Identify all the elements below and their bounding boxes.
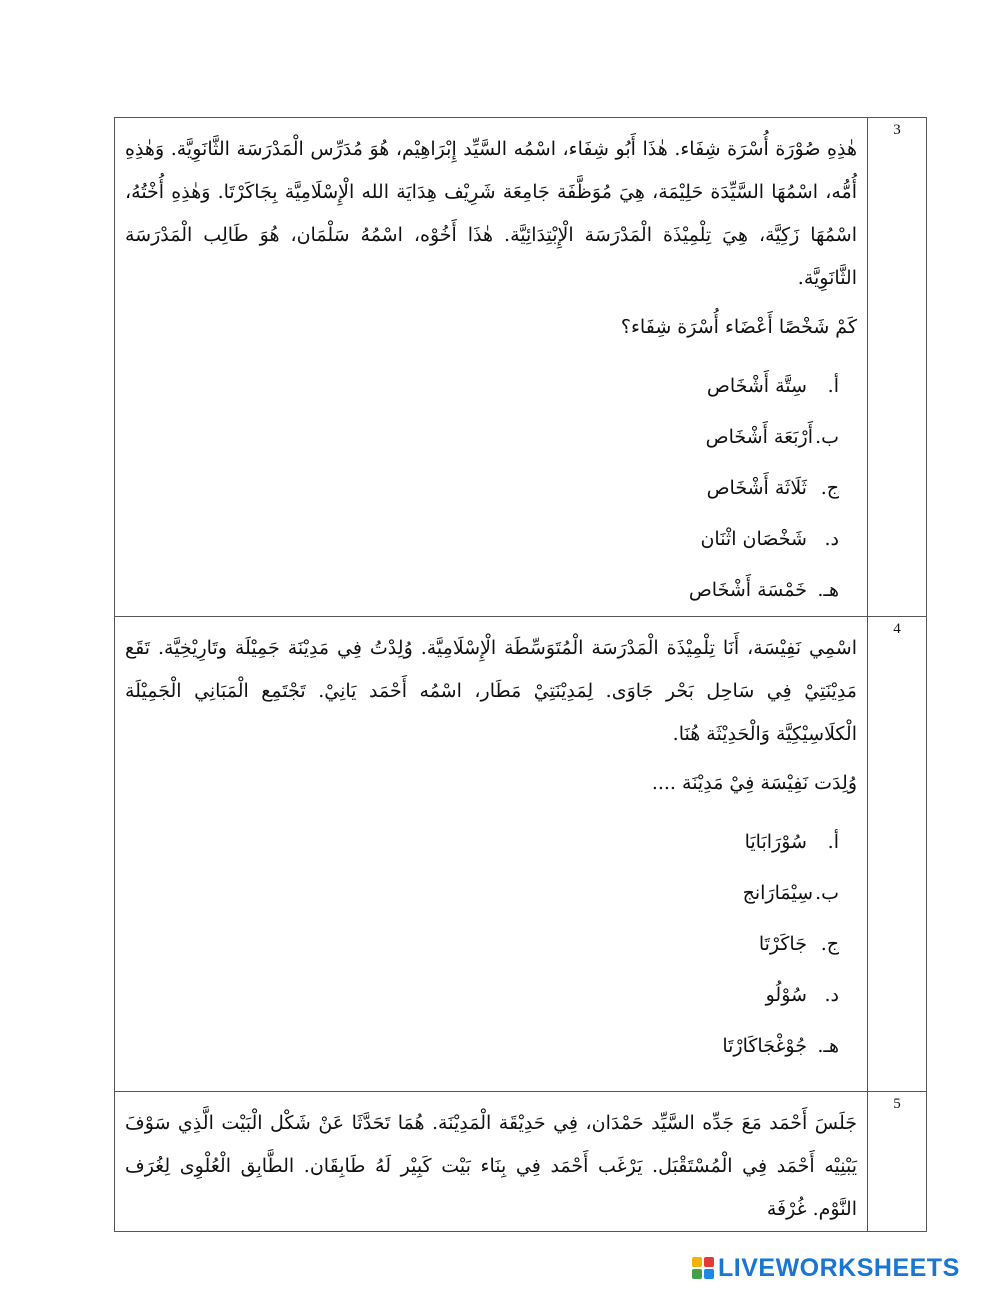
options-list [125,817,857,1072]
option-item[interactable] [125,463,839,514]
option-item[interactable] [125,565,839,616]
question-passage: جَلَسَ أَحْمَد مَعَ جَدِّه السَّيِّد حَمْدَان، فِي حَدِيْقَة الْمَدِيْنَة. هُمَا تَحَدَّثَا عَنْ شَكْل الْبَيْت الَّذِي سَوْفَ يَبْنِيْه أَحْمَد فِي الْمُسْتَقْبَل. يَرْغَب أَحْمَد فِي بِنَاء بَيْت كَبِيْر لَهُ طَابِقَان. الطَّابِق الْعُلْوِى لِغُرَف النَّوْم. غُرْفَة [125,1112,857,1220]
question-number: 4 [868,617,927,1092]
option-letter: أ. [827,831,839,853]
option-item[interactable] [125,817,839,868]
option-text: جُوْغْجَاكَارْتَا [722,1035,807,1057]
question-row [115,1092,927,1232]
question-text: كَمْ شَخْصًا أَعْضَاء أُسْرَة شِفَاء؟ [620,316,857,338]
logo-square [704,1269,714,1279]
option-item[interactable] [125,361,839,412]
option-letter: ب. [815,882,839,904]
question-passage: هٰذِهِ صُوْرَة أُسْرَة شِفَاء. هٰذَا أَبُو شِفَاء، اسْمُه السَّيِّد إِبْرَاهِيْم، هُوَ مُدَرِّس الْمَدْرَسَة الثَّانَوِيَّة. وَهٰذِهِ أُمُّه، اسْمُهَا السَّيِّدَة حَلِيْمَة، هِيَ مُوَظَّفَة جَامِعَة شَرِيْف هِدَايَة الله الْإِسْلَامِيَّة بِجَاكَرْتَا. وَهٰذِهِ أُخْتُهُ، اسْمُهَا زَكِيَّة، هِيَ تِلْمِيْذَة الْمَدْرَسَة الْإِبْتِدَائِيَّة. هٰذَا أَخُوْه، اسْمُهُ سَلْمَان، هُوَ طَالِب الْمَدْرَسَة الثَّانَوِيَّة. [125,138,857,289]
question-passage: اسْمِي نَفِيْسَة، أَنَا تِلْمِيْذَة الْمَدْرَسَة الْمُتَوَسِّطَة الْإِسْلَامِيَّة. وُلِدْتُ فِي مَدِيْنَة جَمِيْلَة وتَارِيْخِيَّة. تَقَع مَدِيْنَتِيْ فِي سَاحِل بَحْر جَاوَى. لِمَدِيْنَتِيْ مَطَار، اسْمُه أَحْمَد يَانِيْ. تَجْتَمِع الْمَبَانِي الْجَمِيْلَة الْكلَاسِيْكِيَّة وَالْحَدِيْثَة هُنَا. [125,637,857,745]
options-list [125,361,857,616]
logo-square [692,1269,702,1279]
option-item[interactable] [125,514,839,565]
option-letter: ج. [820,477,839,499]
option-text: ثَلَاثَة أَشْخَاص [706,477,807,499]
option-item[interactable] [125,1021,839,1072]
logo-square [704,1257,714,1267]
option-item[interactable] [125,412,839,463]
option-text: خَمْسَة أَشْخَاص [688,579,807,601]
option-text: سِيْمَارَانج [742,882,813,904]
logo-grid-icon [692,1257,714,1279]
option-letter: أ. [827,375,839,397]
option-letter: ج. [820,933,839,955]
option-letter: هـ. [817,579,839,601]
option-item[interactable] [125,970,839,1021]
question-body [115,118,868,617]
option-item[interactable] [125,868,839,919]
logo-square [692,1257,702,1267]
option-letter: ب. [815,426,839,448]
question-row [115,617,927,1092]
option-letter: د. [824,984,839,1006]
questions-table [114,117,927,1232]
option-letter: د. [824,528,839,550]
question-number: 3 [868,118,927,617]
question-number: 5 [868,1092,927,1232]
option-item[interactable] [125,919,839,970]
option-text: سِتَّة أَشْخَاص [706,375,807,397]
option-letter: هـ. [817,1035,839,1057]
option-text: سُوْلُو [765,984,807,1006]
question-text: وُلِدَت نَفِيْسَة فِيْ مَدِيْنَة .... [651,772,857,794]
question-row [115,118,927,617]
liveworksheets-logo [692,1252,960,1284]
option-text: أَرْبَعَة أَشْخَاص [705,426,813,448]
question-body [115,617,868,1092]
brand-text: LIVEWORKSHEETS [718,1253,960,1282]
question-body [115,1092,868,1232]
option-text: سُوْرَابَايَا [744,831,807,853]
option-text: جَاكَرْتَا [758,933,807,955]
option-text: شَخْصَان اثْنَان [700,528,807,550]
